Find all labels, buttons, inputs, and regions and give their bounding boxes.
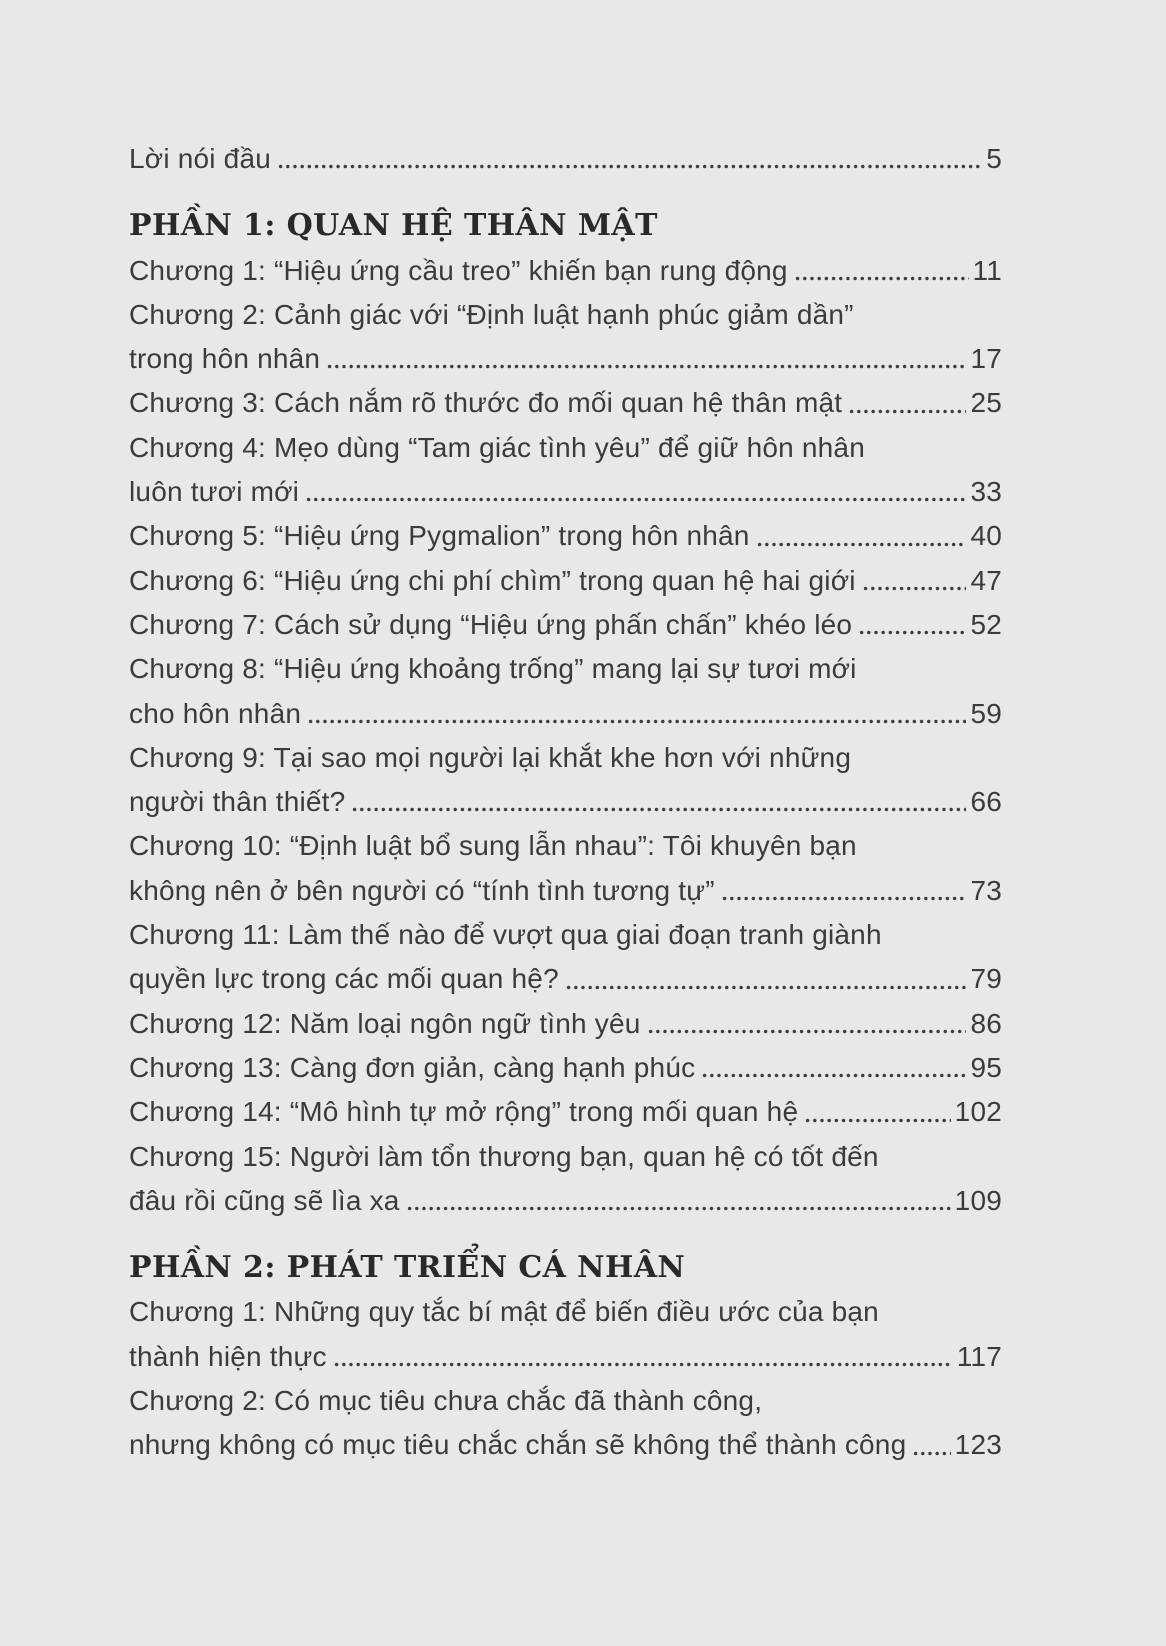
- toc-entry-text: Chương 7: Cách sử dụng “Hiệu ứng phấn chấn” khéo léo: [129, 608, 853, 640]
- toc-entry-line: [129, 692, 1002, 736]
- toc-entry-line: [129, 1135, 1002, 1179]
- toc-entry-line: [129, 647, 1002, 691]
- toc-entry-line: [129, 514, 1002, 558]
- dot-leader: [863, 584, 967, 593]
- toc-page-number: 117: [956, 1340, 1002, 1372]
- toc-page-number: 73: [970, 874, 1002, 906]
- toc-page-number: 11: [972, 254, 1002, 286]
- dot-leader: [757, 540, 967, 549]
- toc-page-number: 123: [954, 1429, 1002, 1461]
- toc-page-number: 25: [970, 387, 1002, 419]
- toc-entry-line: [129, 824, 1002, 868]
- dot-leader: [648, 1027, 967, 1036]
- toc-entry-text: nhưng không có mục tiêu chắc chắn sẽ không thể thành công: [129, 1429, 907, 1461]
- dot-leader: [327, 362, 966, 371]
- dot-leader: [805, 1116, 950, 1125]
- toc-entry-text: cho hôn nhân: [129, 697, 302, 729]
- toc-entry-line: [129, 293, 1002, 337]
- dot-leader: [849, 407, 966, 416]
- toc-entry-text: Chương 2: Có mục tiêu chưa chắc đã thành công,: [129, 1385, 763, 1417]
- toc-page-number: 33: [970, 476, 1002, 508]
- dot-leader: [278, 162, 982, 171]
- dot-leader: [566, 983, 967, 992]
- toc-entry-line: [129, 249, 1002, 293]
- section-heading: PHẦN 2: PHÁT TRIỂN CÁ NHÂN: [129, 1250, 686, 1286]
- toc-entry-line: [129, 1290, 1002, 1334]
- toc-entry-text: không nên ở bên người có “tính tình tương tự”: [129, 874, 715, 906]
- toc-entry-line: [129, 603, 1002, 647]
- toc-entry-text: Chương 8: “Hiệu ứng khoảng trống” mang lại sự tươi mới: [129, 653, 857, 685]
- toc-entry-text: Chương 6: “Hiệu ứng chi phí chìm” trong quan hệ hai giới: [129, 564, 856, 596]
- toc-entry-line: [129, 1046, 1002, 1090]
- toc-entry-line: [129, 1002, 1002, 1046]
- toc-entry-line: [129, 1423, 1002, 1467]
- dot-leader: [702, 1071, 966, 1080]
- toc-entry-text: quyền lực trong các mối quan hệ?: [129, 963, 559, 995]
- toc: [129, 137, 1002, 1468]
- toc-entry-text: Chương 10: “Định luật bổ sung lẫn nhau”: Tôi khuyên bạn: [129, 830, 857, 862]
- toc-entry-text: người thân thiết?: [129, 786, 346, 818]
- toc-entry-text: đâu rồi cũng sẽ lìa xa: [129, 1184, 400, 1216]
- dot-leader: [334, 1360, 953, 1369]
- toc-entry-line: [129, 1335, 1002, 1379]
- toc-page-number: 17: [970, 343, 1002, 375]
- dot-leader: [722, 894, 967, 903]
- toc-entry-text: Chương 3: Cách nắm rõ thước đo mối quan hệ thân mật: [129, 387, 843, 419]
- toc-entry-text: Chương 5: “Hiệu ứng Pygmalion” trong hôn nhân: [129, 520, 750, 552]
- toc-page-number: 109: [954, 1184, 1002, 1216]
- toc-page-number: 47: [970, 564, 1002, 596]
- toc-entry-text: Chương 9: Tại sao mọi người lại khắt khe hơn với những: [129, 741, 852, 773]
- toc-entry-line: [129, 1090, 1002, 1134]
- toc-page-number: 5: [986, 143, 1002, 174]
- toc-page-number: 59: [970, 697, 1002, 729]
- toc-entry-line: [129, 1179, 1002, 1223]
- dot-leader: [352, 805, 966, 814]
- toc-entry-text: Chương 14: “Mô hình tự mở rộng” trong mối quan hệ: [129, 1096, 799, 1128]
- toc-page-number: 52: [970, 608, 1002, 640]
- toc-entry-line: [129, 1379, 1002, 1423]
- toc-page-number: 79: [970, 963, 1002, 995]
- toc-page-number: 95: [970, 1051, 1002, 1083]
- toc-entry-text: Chương 13: Càng đơn giản, càng hạnh phúc: [129, 1051, 696, 1083]
- toc-entry-line: [129, 559, 1002, 603]
- dot-leader: [795, 274, 969, 283]
- toc-entry-line: [129, 913, 1002, 957]
- toc-page-number: 102: [954, 1096, 1002, 1128]
- toc-entry-line: [129, 426, 1002, 470]
- toc-page-number: 66: [970, 786, 1002, 818]
- toc-page-number: 40: [970, 520, 1002, 552]
- toc-entry-line: [129, 957, 1002, 1001]
- toc-entry-line: [129, 337, 1002, 381]
- toc-entry-text: Chương 2: Cảnh giác với “Định luật hạnh phúc giảm dần”: [129, 298, 854, 330]
- toc-entry-line: [129, 869, 1002, 913]
- toc-entry-text: Chương 12: Năm loại ngôn ngữ tình yêu: [129, 1007, 641, 1039]
- toc-entry-line: [129, 470, 1002, 514]
- dot-leader: [306, 495, 966, 504]
- toc-entry-text: Chương 1: “Hiệu ứng cầu treo” khiến bạn rung động: [129, 254, 788, 286]
- toc-sections: [129, 204, 1002, 1467]
- toc-entry-line: [129, 381, 1002, 425]
- toc-entry-text: luôn tươi mới: [129, 476, 300, 508]
- toc-entry-text: Chương 11: Làm thế nào để vượt qua giai đoạn tranh giành: [129, 919, 882, 951]
- toc-entry-text: trong hôn nhân: [129, 343, 321, 375]
- dot-leader: [308, 717, 966, 726]
- toc-entry-preface: [129, 137, 1002, 181]
- toc-entry-text: thành hiện thực: [129, 1340, 327, 1372]
- toc-entry-line: [129, 736, 1002, 780]
- toc-page-number: 86: [970, 1007, 1002, 1039]
- toc-entry-text: Lời nói đầu: [129, 143, 271, 174]
- toc-entry-text: Chương 4: Mẹo dùng “Tam giác tình yêu” để giữ hôn nhân: [129, 431, 865, 463]
- dot-leader: [407, 1204, 951, 1213]
- toc-entry-text: Chương 1: Những quy tắc bí mật để biến điều ước của bạn: [129, 1296, 879, 1328]
- section-heading: PHẦN 1: QUAN HỆ THÂN MẬT: [129, 208, 658, 244]
- toc-entry-text: Chương 15: Người làm tổn thương bạn, quan hệ có tốt đến: [129, 1140, 879, 1172]
- dot-leader: [859, 628, 966, 637]
- toc-entry-line: [129, 780, 1002, 824]
- dot-leader: [913, 1449, 950, 1458]
